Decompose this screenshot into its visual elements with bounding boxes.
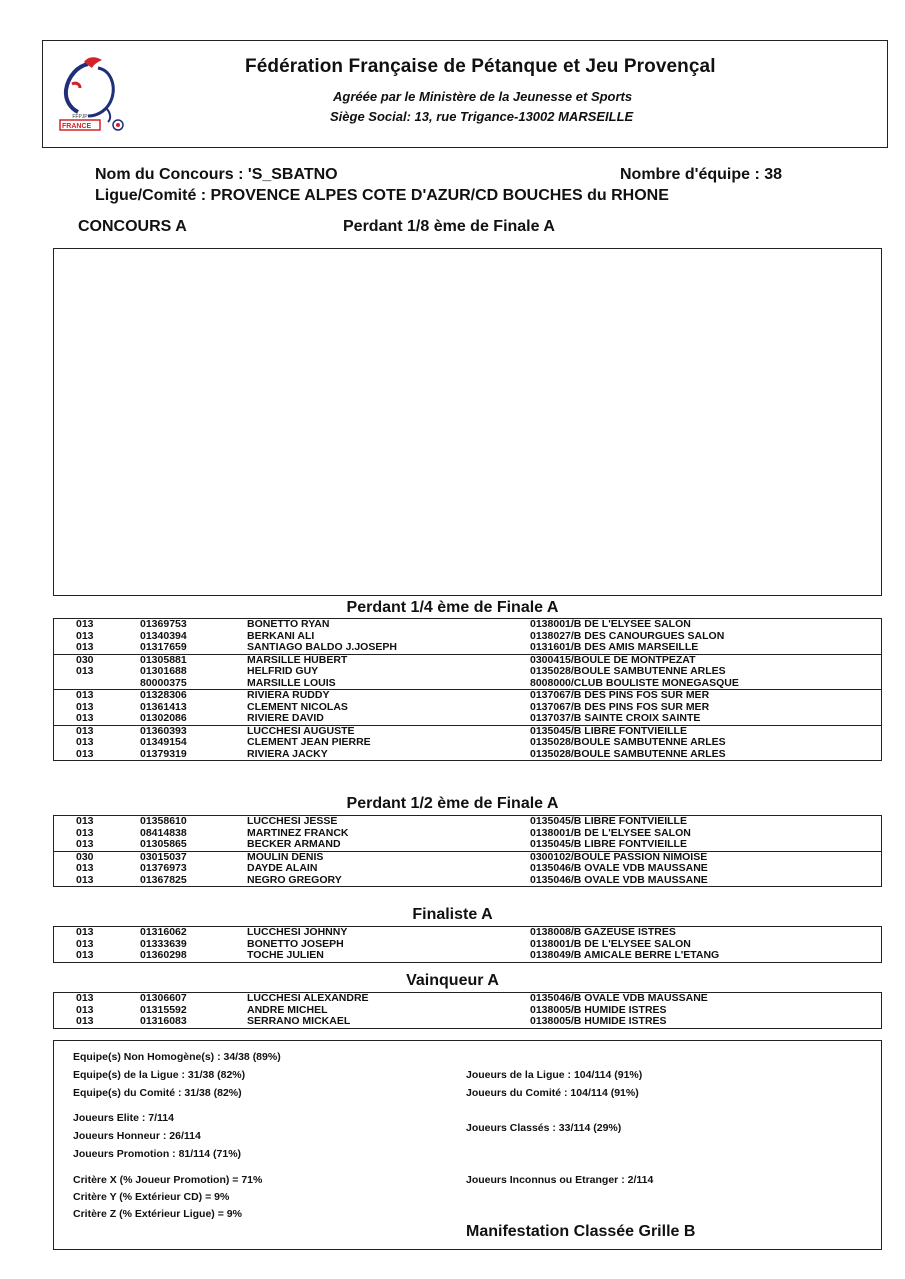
stat-joueurs-promotion: Joueurs Promotion : 81/114 (71%) <box>73 1148 242 1160</box>
stat-joueurs-honneur: Joueurs Honneur : 26/114 <box>73 1130 201 1142</box>
team-block <box>54 654 881 690</box>
player-row: 013 01306607 LUCCHESI ALEXANDRE 0135046/B OVALE VDB MAUSSANE <box>76 992 708 1004</box>
ligue-comite: Ligue/Comité : PROVENCE ALPES COTE D'AZUR/CD BOUCHES du RHONE <box>95 187 669 204</box>
section-title-finaliste: Finaliste A <box>412 906 493 923</box>
player-row: 80000375 MARSILLE LOUIS 8008000/CLUB BOULISTE MONEGASQUE <box>140 676 739 689</box>
team-block <box>54 851 881 887</box>
classification-grille: Manifestation Classée Grille B <box>466 1223 696 1240</box>
team-block <box>54 725 881 761</box>
ffpjp-logo <box>58 54 130 134</box>
player-row: 013 01316083 SERRANO MICKAEL 0138005/B HUMIDE ISTRES <box>76 1015 667 1027</box>
perdant-4-box <box>53 618 882 761</box>
section-title-perdant-8: Perdant 1/8 ème de Finale A <box>343 218 555 235</box>
stat-critere-z: Critère Z (% Extérieur Ligue) = 9% <box>73 1208 242 1220</box>
stat-critere-y: Critère Y (% Extérieur CD) = 9% <box>73 1191 230 1203</box>
team-block <box>54 689 881 725</box>
section-title-perdant-4: Perdant 1/4 ème de Finale A <box>346 599 559 616</box>
stat-equipes-comite: Equipe(s) du Comité : 31/38 (82%) <box>73 1087 242 1099</box>
federation-title: Fédération Française de Pétanque et Jeu Provençal <box>245 56 716 77</box>
player-row: 013 01305865 BECKER ARMAND 0135045/B LIBRE FONTVIEILLE <box>76 838 687 850</box>
federation-subtitle-siege: Siège Social: 13, rue Trigance-13002 MARSEILLE <box>330 109 634 124</box>
stat-joueurs-inconnus: Joueurs Inconnus ou Etranger : 2/114 <box>466 1174 654 1186</box>
stat-joueurs-ligue: Joueurs de la Ligue : 104/114 (91%) <box>466 1069 643 1081</box>
player-row: 013 01315592 ANDRE MICHEL 0138005/B HUMIDE ISTRES <box>76 1003 667 1016</box>
player-row: 013 01360298 TOCHE JULIEN 0138049/B AMICALE BERRE L'ETANG <box>76 949 720 961</box>
vainqueur-box <box>53 992 882 1029</box>
team-block <box>54 927 881 962</box>
player-row: 030 01305881 MARSILLE HUBERT 0300415/BOULE DE MONTPEZAT <box>76 653 696 666</box>
stat-joueurs-elite: Joueurs Elite : 7/114 <box>73 1112 174 1124</box>
concours-name: Nom du Concours : 'S_SBATNO <box>95 166 338 183</box>
team-block <box>54 993 881 1028</box>
player-row: 013 01369753 BONETTO RYAN 0138001/B DE L'ELYSEE SALON <box>76 618 691 630</box>
player-row: 013 01376973 DAYDE ALAIN 0135046/B OVALE VDB MAUSSANE <box>76 862 708 874</box>
player-row: 013 01379319 RIVIERA JACKY 0135028/BOULE SAMBUTENNE ARLES <box>76 747 726 760</box>
player-row: 013 01349154 CLEMENT JEAN PIERRE 0135028/BOULE SAMBUTENNE ARLES <box>76 736 726 748</box>
stat-equipes-ligue: Equipe(s) de la Ligue : 31/38 (82%) <box>73 1069 246 1081</box>
player-row: 013 01333639 BONETTO JOSEPH 0138001/B DE L'ELYSEE SALON <box>76 937 691 950</box>
federation-subtitle-agrement: Agréée par le Ministère de la Jeunesse et Sports <box>333 89 633 104</box>
player-row: 013 01302086 RIVIERE DAVID 0137037/B SAINTE CROIX SAINTE <box>76 712 701 724</box>
stat-joueurs-comite: Joueurs du Comité : 104/114 (91%) <box>466 1087 639 1099</box>
concours-type: CONCOURS A <box>78 218 187 235</box>
player-row: 013 01301688 HELFRID GUY 0135028/BOULE SAMBUTENNE ARLES <box>76 665 726 677</box>
svg-text:FRANCE: FRANCE <box>62 123 92 130</box>
team-count: Nombre d'équipe : 38 <box>620 166 783 183</box>
perdant-2-box <box>53 815 882 887</box>
stat-non-homogene: Equipe(s) Non Homogène(s) : 34/38 (89%) <box>73 1051 281 1063</box>
section-title-vainqueur: Vainqueur A <box>406 972 499 989</box>
svg-text:FFPJP: FFPJP <box>72 114 88 120</box>
player-row: 013 01317659 SANTIAGO BALDO J.JOSEPH 0131601/B DES AMIS MARSEILLE <box>76 641 699 653</box>
perdant-8-empty-box <box>53 248 882 596</box>
player-row: 013 01361413 CLEMENT NICOLAS 0137067/B DES PINS FOS SUR MER <box>76 700 710 713</box>
player-row: 013 01340394 BERKANI ALI 0138027/B DES CANOURGUES SALON <box>76 629 725 642</box>
section-title-perdant-2: Perdant 1/2 ème de Finale A <box>346 795 559 812</box>
stat-critere-x: Critère X (% Joueur Promotion) = 71% <box>73 1174 263 1186</box>
player-row: 013 01316062 LUCCHESI JOHNNY 0138008/B GAZEUSE ISTRES <box>76 926 676 938</box>
player-row: 013 01328306 RIVIERA RUDDY 0137067/B DES PINS FOS SUR MER <box>76 689 710 701</box>
player-row: 013 01360393 LUCCHESI AUGUSTE 0135045/B LIBRE FONTVIEILLE <box>76 724 687 737</box>
team-block <box>54 619 881 654</box>
team-block <box>54 816 881 851</box>
player-row: 030 03015037 MOULIN DENIS 0300102/BOULE PASSION NIMOISE <box>76 850 708 863</box>
stat-joueurs-classes: Joueurs Classés : 33/114 (29%) <box>466 1122 622 1134</box>
player-row: 013 08414838 MARTINEZ FRANCK 0138001/B DE L'ELYSEE SALON <box>76 826 691 839</box>
player-row: 013 01367825 NEGRO GREGORY 0135046/B OVALE VDB MAUSSANE <box>76 873 708 886</box>
player-row: 013 01358610 LUCCHESI JESSE 0135045/B LIBRE FONTVIEILLE <box>76 815 687 827</box>
finaliste-box <box>53 926 882 963</box>
